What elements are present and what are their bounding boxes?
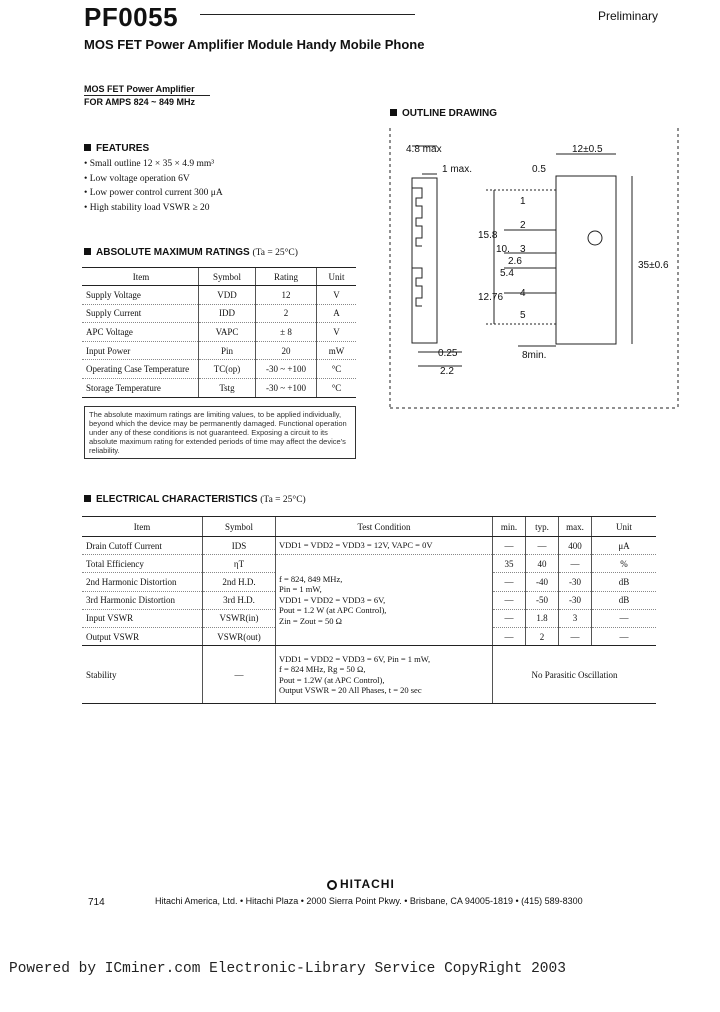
cell-item: Supply Voltage	[82, 286, 199, 305]
cell-item: Input VSWR	[82, 609, 203, 627]
cell-max: —	[559, 555, 592, 573]
condition-line: Zin = Zout = 50 Ω	[279, 615, 342, 626]
cell-min: —	[493, 591, 526, 609]
cell-unit: —	[592, 627, 657, 645]
cell-item: 3rd Harmonic Distortion	[82, 591, 203, 609]
pin-label: 1	[520, 196, 526, 207]
amr-heading	[84, 247, 298, 258]
part-number-title: PF0055	[84, 2, 179, 32]
pin-profile	[412, 268, 422, 306]
condition-line: Pin = 1 mW,	[279, 584, 322, 595]
col-item: Item	[82, 517, 203, 537]
feature-item: • Small outline 12 × 35 × 4.9 mm³	[84, 157, 223, 172]
col-min: min.	[493, 517, 526, 537]
application-line1: MOS FET Power Amplifier	[84, 84, 195, 94]
table-row	[82, 323, 356, 342]
cell-item: APC Voltage	[82, 323, 199, 342]
condition-line: Output VSWR = 20 All Phases, t = 20 sec	[279, 685, 422, 696]
table-row	[82, 378, 356, 397]
brand-text: HITACHI	[340, 877, 395, 891]
application-rule	[84, 95, 210, 96]
cell-symbol: VAPC	[199, 323, 256, 342]
feature-item: • Low voltage operation 6V	[84, 172, 223, 187]
cell-min: —	[493, 609, 526, 627]
cell-condition-group	[276, 555, 493, 646]
cell-item: Drain Cutoff Current	[82, 537, 203, 555]
cell-condition: VDD1 = VDD2 = VDD3 = 12V, VAPC = 0V	[276, 537, 493, 555]
mounting-hole	[588, 231, 602, 245]
condition-line: Pout = 1.2W (at APC Control),	[279, 674, 385, 685]
condition-line: Pout = 1.2 W (at APC Control),	[279, 605, 387, 616]
bullet-square-icon	[390, 109, 397, 116]
dim-text: 10.	[496, 244, 510, 255]
cell-symbol: VSWR(in)	[203, 609, 276, 627]
pin-label: 3	[520, 244, 526, 255]
cell-condition	[276, 646, 493, 704]
feature-item: • High stability load VSWR ≥ 20	[84, 201, 223, 216]
cell-rating: 2	[256, 304, 317, 323]
cell-unit: mW	[317, 341, 357, 360]
title-rule	[200, 14, 415, 15]
cell-min: 35	[493, 555, 526, 573]
hitachi-logo-icon	[327, 880, 337, 890]
pin-profile	[412, 188, 422, 246]
company-address: Hitachi America, Ltd. • Hitachi Plaza • 2000 Sierra Point Pkwy. • Brisbane, CA 94005-1819 • (415) 589-8300	[155, 896, 583, 906]
cell-symbol: TC(op)	[199, 360, 256, 379]
cell-unit: A	[317, 304, 357, 323]
cell-rating: 20	[256, 341, 317, 360]
module-body	[556, 176, 616, 344]
condition-line: VDD1 = VDD2 = VDD3 = 6V,	[279, 594, 386, 605]
status-label: Preliminary	[598, 9, 659, 23]
table-row	[82, 304, 356, 323]
cell-item: Total Efficiency	[82, 555, 203, 573]
table-header-row	[82, 268, 356, 286]
cell-rating: -30 ~ +100	[256, 360, 317, 379]
cell-symbol: VDD	[199, 286, 256, 305]
dim-text: 0.5	[532, 164, 546, 175]
cell-symbol: Pin	[199, 341, 256, 360]
outline-heading	[390, 108, 497, 119]
col-condition: Test Condition	[276, 517, 493, 537]
amr-condition: (Ta = 25°C)	[252, 248, 298, 258]
cell-typ: —	[526, 537, 559, 555]
ratings-note: The absolute maximum ratings are limiting values, to be applied individually, beyond which the device may be permanently damaged. Functional operation under any of these conditions is not guaranteed. Exposing a circuit to its absolute maximum rating for extended periods of time may affect the device's reliability.	[84, 406, 356, 459]
ec-heading-text: ELECTRICAL CHARACTERISTICS	[96, 494, 258, 505]
condition-line: f = 824, 849 MHz,	[279, 573, 343, 584]
cell-typ: -50	[526, 591, 559, 609]
bullet-square-icon	[84, 248, 91, 255]
cell-unit: V	[317, 323, 357, 342]
pin-label: 4	[520, 288, 526, 299]
cell-symbol: ηT	[203, 555, 276, 573]
cell-typ: 2	[526, 627, 559, 645]
cell-item: Stability	[82, 646, 203, 704]
cell-typ: 40	[526, 555, 559, 573]
features-list	[84, 157, 223, 215]
feature-item: • Low power control current 300 μA	[84, 186, 223, 201]
dim-text: 1 max.	[442, 164, 473, 175]
cell-item: Output VSWR	[82, 627, 203, 645]
col-unit: Unit	[592, 517, 657, 537]
cell-unit: dB	[592, 573, 657, 591]
pin-label: 5	[520, 310, 526, 321]
cell-item: 2nd Harmonic Distortion	[82, 573, 203, 591]
cell-unit: V	[317, 286, 357, 305]
features-heading	[84, 143, 149, 154]
cell-min: —	[493, 573, 526, 591]
table-row	[82, 341, 356, 360]
dim-text: 0.25	[438, 348, 458, 359]
cell-min: —	[493, 537, 526, 555]
cell-unit: °C	[317, 360, 357, 379]
cell-max: -30	[559, 591, 592, 609]
dim-text: 35±0.6	[638, 260, 669, 271]
cell-unit: dB	[592, 591, 657, 609]
cell-symbol: IDD	[199, 304, 256, 323]
cell-symbol: 3rd H.D.	[203, 591, 276, 609]
dim-text: 4.8 max	[406, 144, 442, 155]
dim-text: 2.2	[440, 366, 454, 377]
amr-table	[82, 267, 356, 398]
application-line2: FOR AMPS 824 ~ 849 MHz	[84, 97, 195, 107]
cell-rating: ± 8	[256, 323, 317, 342]
dim-text: 12.76	[478, 292, 504, 303]
cell-symbol: VSWR(out)	[203, 627, 276, 645]
cell-min: —	[493, 627, 526, 645]
col-rating: Rating	[256, 268, 317, 286]
condition-line: VDD1 = VDD2 = VDD3 = 6V, Pin = 1 mW,	[279, 653, 431, 664]
condition-line: f = 824 MHz, Rg = 50 Ω,	[279, 664, 366, 675]
table-row	[82, 537, 656, 555]
cell-rating: -30 ~ +100	[256, 378, 317, 397]
cell-item: Supply Current	[82, 304, 199, 323]
cell-symbol: —	[203, 646, 276, 704]
table-row	[82, 286, 356, 305]
cell-symbol: IDS	[203, 537, 276, 555]
dim-text: 12±0.5	[572, 144, 603, 155]
ec-heading	[84, 494, 306, 505]
cell-max: —	[559, 627, 592, 645]
pin-label: 2	[520, 220, 526, 231]
ec-condition: (Ta = 25°C)	[260, 495, 306, 505]
document-subtitle: MOS FET Power Amplifier Module Handy Mobile Phone	[84, 37, 425, 52]
table-row-stability	[82, 646, 656, 704]
cell-unit: μA	[592, 537, 657, 555]
ec-table	[82, 516, 656, 704]
cell-item: Input Power	[82, 341, 199, 360]
col-symbol: Symbol	[199, 268, 256, 286]
dim-text: 5.4	[500, 268, 514, 279]
table-header-row	[82, 517, 656, 537]
col-max: max.	[559, 517, 592, 537]
dim-text: 15.8	[478, 230, 498, 241]
cell-symbol: 2nd H.D.	[203, 573, 276, 591]
page-number: 714	[88, 897, 105, 908]
table-row	[82, 360, 356, 379]
cell-result: No Parasitic Oscillation	[493, 646, 657, 704]
cell-symbol: Tstg	[199, 378, 256, 397]
outline-heading-text: OUTLINE DRAWING	[402, 108, 497, 119]
col-symbol: Symbol	[203, 517, 276, 537]
cell-unit: %	[592, 555, 657, 573]
cell-typ: -40	[526, 573, 559, 591]
cell-unit: —	[592, 609, 657, 627]
cell-item: Operating Case Temperature	[82, 360, 199, 379]
features-heading-text: FEATURES	[96, 143, 150, 154]
cell-item: Storage Temperature	[82, 378, 199, 397]
bullet-square-icon	[84, 144, 91, 151]
col-typ: typ.	[526, 517, 559, 537]
col-unit: Unit	[317, 268, 357, 286]
cell-unit: °C	[317, 378, 357, 397]
col-item: Item	[82, 268, 199, 286]
bullet-square-icon	[84, 495, 91, 502]
dim-text: 2.6	[508, 256, 522, 267]
hitachi-logo	[327, 877, 395, 891]
dim-text: 8min.	[522, 350, 547, 361]
cell-max: 3	[559, 609, 592, 627]
copyright-banner: Powered by ICminer.com Electronic-Library Service CopyRight 2003	[9, 961, 566, 977]
cell-max: 400	[559, 537, 592, 555]
cell-max: -30	[559, 573, 592, 591]
table-row	[82, 555, 656, 573]
cell-typ: 1.8	[526, 609, 559, 627]
outline-drawing	[382, 128, 682, 418]
cell-rating: 12	[256, 286, 317, 305]
amr-heading-text: ABSOLUTE MAXIMUM RATINGS	[96, 247, 250, 258]
